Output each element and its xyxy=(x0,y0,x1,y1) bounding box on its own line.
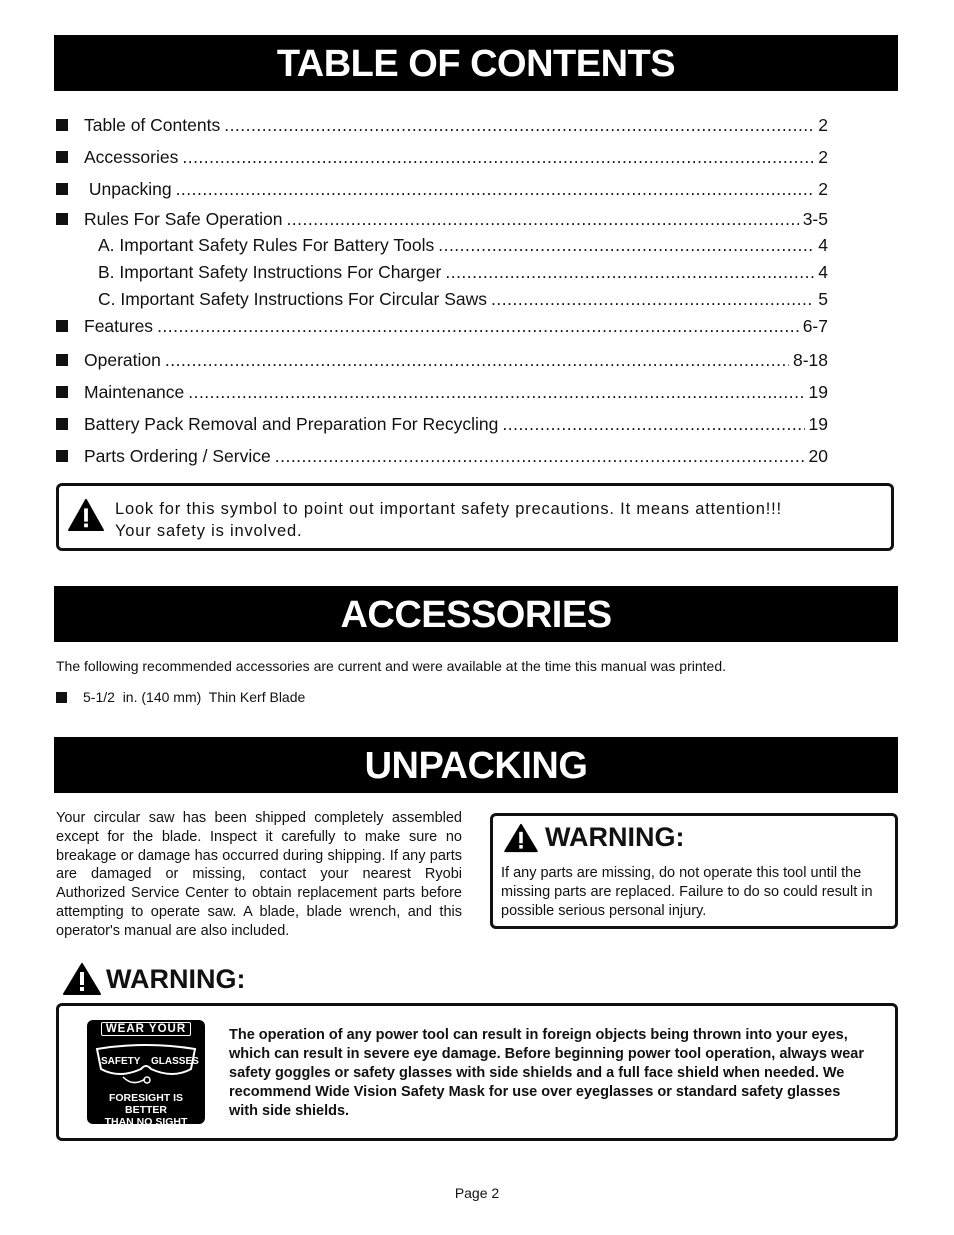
eye-warning-header: WARNING: xyxy=(62,962,245,996)
toc-entry[interactable]: Accessories ..... 2 xyxy=(56,142,828,174)
toc-entry[interactable]: Table of Contents ..... 2 xyxy=(56,110,828,142)
bullet-icon xyxy=(56,450,68,462)
bullet-icon xyxy=(56,320,68,332)
unpacking-text: Your circular saw has been shipped completely assembled except for the blade. Inspect it carefully to make sure no breakage or damage has occurred during shipping. If any parts are damaged or missing, contact your nearest Ryobi Authorized Service Center to obtain replacement parts before attempting to operate saw. A blade, blade wrench, and this operator's manual are also included. xyxy=(56,810,462,939)
safety-notice-text: Look for this symbol to point out important safety precautions. It means attention!!! Your safety is involved. xyxy=(115,500,782,540)
toc-list xyxy=(56,110,828,473)
toc-entry[interactable]: Maintenance ..... 19 xyxy=(56,377,828,409)
accessories-heading: ACCESSORIES xyxy=(54,586,898,642)
bullet-icon xyxy=(56,354,68,366)
bullet-icon xyxy=(56,213,68,225)
toc-heading: TABLE OF CONTENTS xyxy=(54,35,898,91)
toc-entry[interactable]: Parts Ordering / Service ..... 20 xyxy=(56,441,828,473)
svg-text:GLASSES: GLASSES xyxy=(151,1056,199,1067)
safety-symbol-notice xyxy=(56,483,894,551)
bullet-icon xyxy=(56,418,68,430)
missing-parts-warning xyxy=(490,813,898,929)
unpacking-heading: UNPACKING xyxy=(54,737,898,793)
page-number: Page 2 xyxy=(454,1185,500,1201)
bullet-icon xyxy=(56,692,67,703)
toc-entry[interactable]: Unpacking ..... 2 xyxy=(56,174,828,206)
warning-text: If any parts are missing, do not operate this tool until the missing parts are replaced. Failure to do so could result in possible serious personal injury. xyxy=(501,865,873,919)
warning-triangle-icon xyxy=(503,823,539,853)
bullet-icon xyxy=(56,183,68,195)
safety-glasses-badge: WEAR YOUR SAFETY GLASSES FORESIGHT IS BETTER THAN NO SIGHT xyxy=(87,1020,205,1124)
toc-subentry[interactable]: B. Important Safety Instructions For Charger ..... 4 xyxy=(56,259,828,286)
toc-subentry[interactable]: C. Important Safety Instructions For Circular Saws ..... 5 xyxy=(56,286,828,313)
bullet-icon xyxy=(56,386,68,398)
eye-warning-text: The operation of any power tool can result in foreign objects being thrown into your eyes, which can result in severe eye damage. Before beginning power tool operation, always wear safety goggles or safety glasses with side shields and a full face shield when needed. We recommend Wide Vision Safety Mask for use over eyeglasses or standard safety glasses with side shields. xyxy=(229,1027,864,1119)
toc-entry[interactable]: Operation ..... 8-18 xyxy=(56,345,828,377)
bullet-icon xyxy=(56,151,68,163)
eye-warning-box xyxy=(56,1003,898,1141)
accessories-intro: The following recommended accessories are current and were available at the time this manual was printed. xyxy=(56,658,727,674)
toc-subentry[interactable]: A. Important Safety Rules For Battery Tools ..... 4 xyxy=(56,232,828,259)
bullet-icon xyxy=(56,119,68,131)
accessory-item: 5-1/2 in. (140 mm) Thin Kerf Blade xyxy=(56,689,305,705)
toc-entry[interactable]: Battery Pack Removal and Preparation For Recycling ..... 19 xyxy=(56,409,828,441)
toc-entry[interactable]: Rules For Safe Operation ..... 3-5 xyxy=(56,206,828,232)
warning-triangle-icon xyxy=(67,498,105,532)
warning-triangle-icon xyxy=(62,962,102,996)
safety-glasses-icon xyxy=(93,1039,199,1087)
toc-entry[interactable]: Features ..... 6-7 xyxy=(56,313,828,345)
warning-header: WARNING: xyxy=(503,822,684,853)
svg-text:SAFETY: SAFETY xyxy=(101,1056,141,1067)
